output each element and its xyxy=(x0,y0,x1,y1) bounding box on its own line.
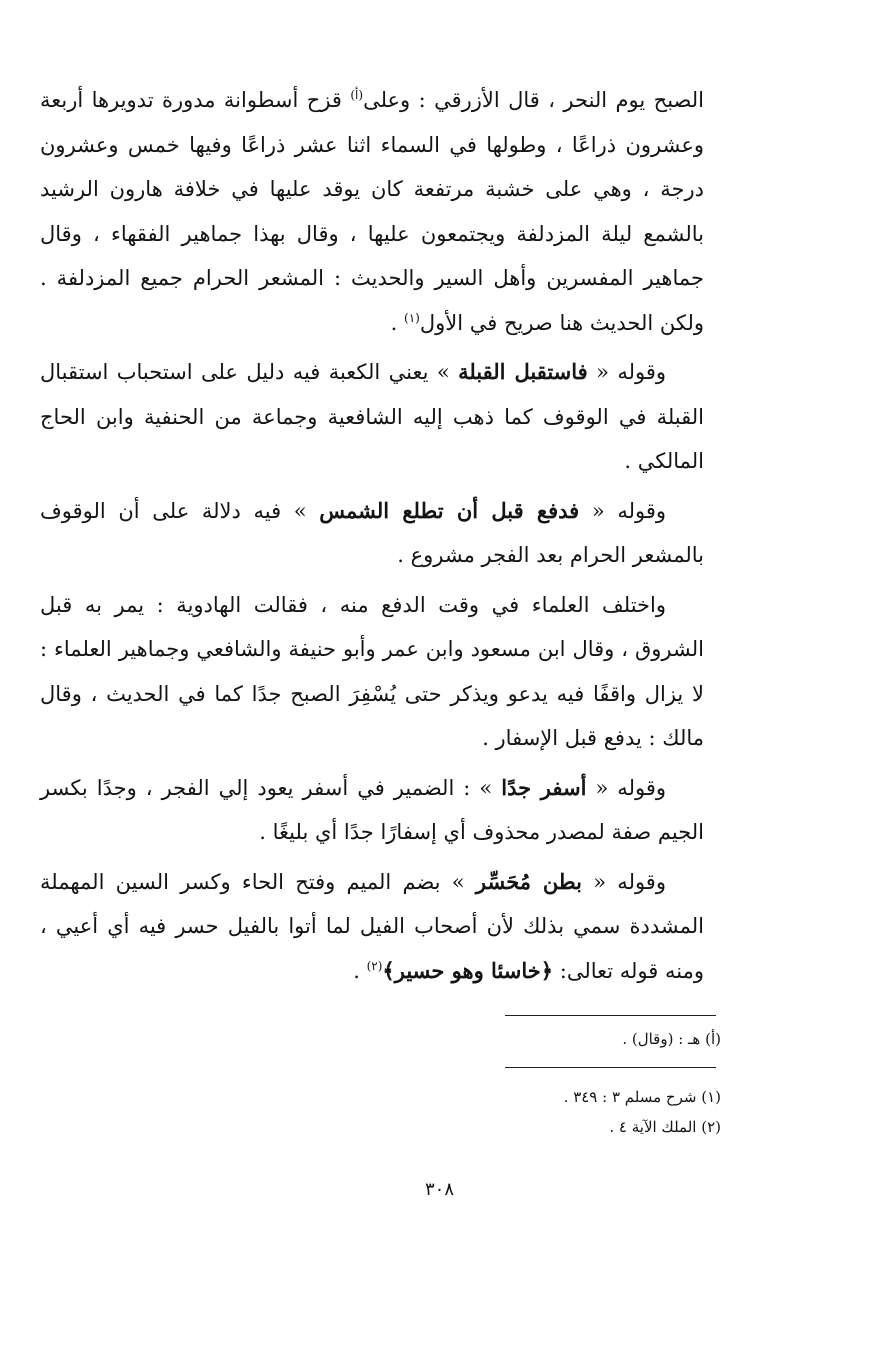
text-run: » بضم الميم وفتح الحاء وكسر السين المهملة المشددة سمي بذلك لأن أصحاب الفيل لما أتوا بالفيل حسر فيه أي أعيي ، ومنه قوله تعالى: xyxy=(40,869,704,983)
footnote-marker: (أ) xyxy=(350,88,364,102)
text-run: وقوله « xyxy=(581,869,666,894)
quoted-keyword: فاستقبل القبلة xyxy=(458,359,588,384)
reference-footnotes xyxy=(261,1082,721,1142)
text-run: » : الضمير في أسفر يعود إلي الفجر ، وجدًا بكسر الجيم صفة لمصدر محذوف أي إسفارًا جدًا أي بليغًا . xyxy=(40,775,704,844)
quoted-keyword: ﴿خاسئا وهو حسير﴾ xyxy=(382,957,554,983)
text-run: » يعني الكعبة فيه دليل على استحباب استقبال القبلة في الوقوف كما ذهب إليه الشافعية وجماعة من الحنفية وابن الحاج المالكي . xyxy=(40,360,704,473)
text-run: الصبح يوم النحر ، قال الأزرقي : وعلى xyxy=(363,88,704,112)
text-run: وقوله « xyxy=(587,360,667,384)
footnote-separator xyxy=(505,1067,716,1068)
paragraph xyxy=(40,78,704,345)
page-number: ٣٠٨ xyxy=(424,1179,454,1200)
quoted-keyword: أسفر جدًا xyxy=(501,774,587,800)
text-run: . xyxy=(390,310,405,335)
footnote-marker: (٢) xyxy=(366,958,383,973)
footnote-marker: (١) xyxy=(404,310,420,325)
quoted-keyword: فدفع قبل أن تطلع الشمس xyxy=(319,497,580,523)
text-run: وقوله « xyxy=(579,498,666,523)
paragraph xyxy=(40,583,704,761)
text-run: » فيه دلالة على أن الوقوف بالمشعر الحرام بعد الفجر مشروع . xyxy=(40,498,704,567)
main-text xyxy=(40,78,704,993)
paragraph xyxy=(40,766,704,855)
quoted-keyword: بطن مُحَسِّر xyxy=(475,868,582,894)
footnote: (١) شرح مسلم ٣ : ٣٤٩ . xyxy=(563,1088,721,1106)
text-run: . xyxy=(353,958,367,983)
footnote-variant: (أ) هـ : (وقال) . xyxy=(622,1030,721,1048)
paragraph xyxy=(40,860,704,994)
text-run: وقوله « xyxy=(586,775,666,800)
text-run: قزح أسطوانة مدورة تدويرها أربعة وعشرون ذراعًا ، وطولها في السماء اثنا عشر ذراعًا وفيها خمس وعشرون درجة ، وهي على خشبة مرتفعة كان يوقد عليها في خلافة هارون الرشيد بالشمع ليلة المزدلفة ويجتمعون عليها ، وقال بهذا جماهير الفقهاء ، وقال جماهير المفسرين وأهل السير والحديث : المشعر الحرام جميع المزدلفة . ولكن الحديث هنا صريح في الأول xyxy=(40,88,704,335)
footnote: (٢) الملك الآية ٤ . xyxy=(609,1118,721,1136)
paragraph xyxy=(40,350,704,484)
text-run: واختلف العلماء في وقت الدفع منه ، فقالت الهادوية : يمر به قبل الشروق ، وقال ابن مسعود وابن عمر وأبو حنيفة والشافعي وجماهير العلماء : لا يزال واقفًا فيه يدعو ويذكر حتى يُسْفِرَ الصبح جدًا كما في الحديث ، وقال مالك : يدفع قبل الإسفار . xyxy=(40,592,704,750)
paragraph xyxy=(40,489,704,578)
variant-footnotes xyxy=(261,1024,721,1054)
footnote-separator xyxy=(505,1015,716,1016)
